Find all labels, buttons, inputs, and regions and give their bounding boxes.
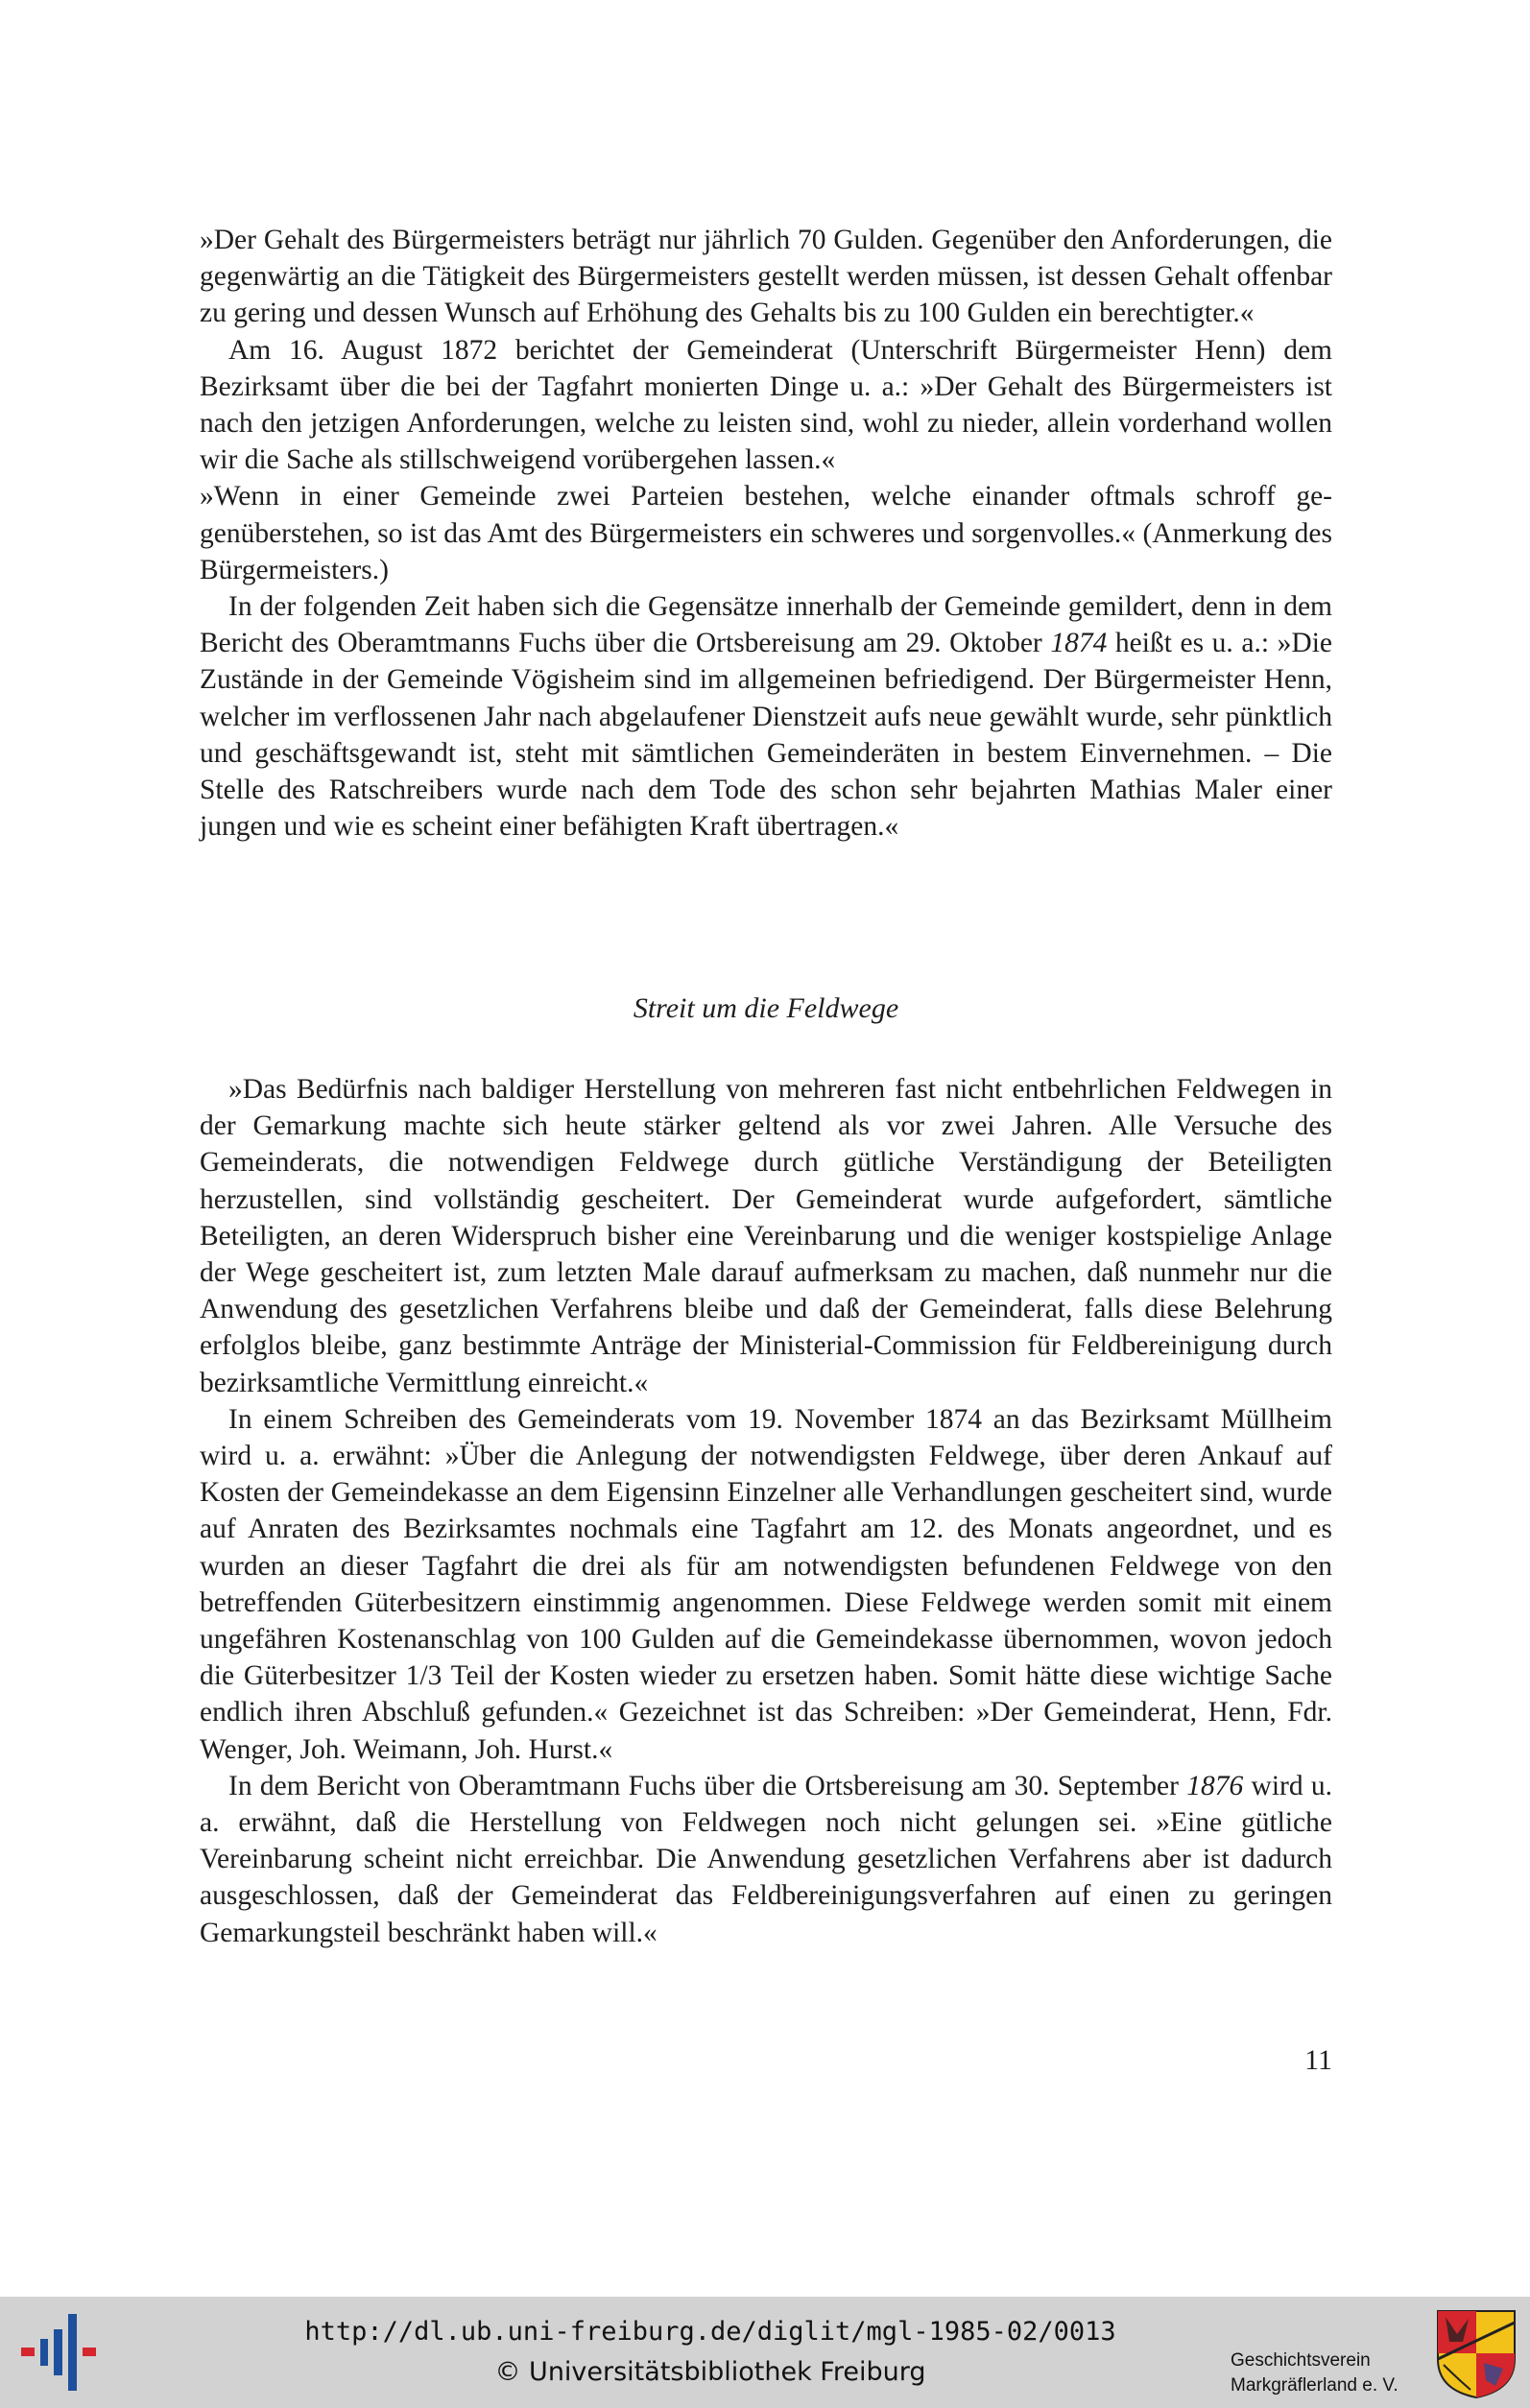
society-name [1231, 2348, 1442, 2398]
paragraph-report-1876 [200, 1768, 1332, 1951]
logo-bar-red-left [21, 2348, 35, 2356]
footer-url-link[interactable]: http://dl.ub.uni-freiburg.de/diglit/mgl-1985-02/0013 [304, 2317, 1116, 2347]
page-number: 11 [1304, 2044, 1332, 2076]
logo-bar-blue-2 [54, 2329, 62, 2375]
paragraph-following-time [200, 588, 1332, 845]
paragraph-following-time-part-1: In der folgenden Zeit haben sich die Gegensätze innerhalb der Gemeinde gemildert, denn in dem Bericht des Oberamtmanns Fuchs über die Ortsbereisung am 29. Oktober [200, 591, 1332, 659]
body-text-section-1 [200, 222, 1332, 845]
society-name-line-2: Markgräflerland e. V. [1231, 2375, 1399, 2396]
logo-bar-red-right [83, 2348, 96, 2356]
university-library-logo-icon[interactable] [21, 2314, 98, 2391]
footer-bar [0, 2297, 1530, 2408]
logo-bar-blue-1 [40, 2339, 48, 2366]
paragraph-following-time-part-2: heißt es u. a.: »Die Zustände in der Gemeinde Vögisheim sind im allgemeinen befriedigend. Der Bürgermeister Henn, welcher im verflossenen Jahr nach abgelaufener Dienstzeit aufs neue gewählt wurde, sehr pünktlich und geschäftsgewandt ist, steht mit sämtlichen Gemeinderäten in bestem Einvernehmen. – Die Stelle des Ratschreibers wurde nach dem Tode des schon sehr bejahrten Mathias Maler einer jungen und wie es scheint einer befähigten Kraft übertragen.« [200, 628, 1332, 843]
coat-of-arms-icon[interactable] [1436, 2309, 1517, 2399]
paragraph-report-1876-part-2: wird u. a. erwähnt, daß die Herstellung von Feldwegen noch nicht gelungen sei. »Eine gütliche Vereinbarung scheint nicht erreichbar. Die Anwendung gesetzlichen Verfahrens aber ist dadurch ausgeschlossen, daß der Gemeinderat das Feldbereinigungsverfahren auf einen zu geringen Gemarkungsteil beschränkt haben will.« [200, 1770, 1333, 1948]
year-1876: 1876 [1186, 1770, 1244, 1801]
society-name-line-1: Geschichtsverein [1231, 2350, 1371, 2371]
paragraph-two-parties: »Wenn in einer Gemeinde zwei Parteien bestehen, welche einander oftmals schroff gegenüberstehen, so ist das Amt des Bürgermeisters ein schweres und sorgenvolles.« (Anmerkung des Bürgermeisters.) [200, 481, 1332, 585]
paragraph-need-for-roads: »Das Bedürfnis nach baldiger Herstellung von mehreren fast nicht entbehrlichen Feldwegen in der Gemarkung machte sich heute stärker geltend als vor zwei Jahren. Alle Versuche des Gemeinderats, die notwendigen Feldwege durch gütliche Verständigung der Beteiligten herzustellen, sind vollständig gescheitert. Der Gemeinderat wurde aufgefordert, sämtliche Beteiligten, an deren Widerspruch bisher eine Vereinbarung und die weniger kostspielige Anlage der Wege gescheitert ist, zum letzten Male darauf aufmerksam zu machen, daß nunmehr nur die Anwendung des gesetzlichen Verfahrens bleibe und daß der Gemeinderat, falls diese Belehrung erfolglos bleibe, ganz bestimmte Anträge der Ministerial-Commission für Feldbereinigung durch bezirksamtliche Vermittlung einreicht.« [200, 1074, 1332, 1398]
paragraph-letter-november-1874: In einem Schreiben des Gemeinderats vom 19. November 1874 an das Bezirksamt Müllheim wird u. a. erwähnt: »Über die Anlegung der notwendigsten Feldwege, über deren Ankauf auf Kosten der Gemeindekasse an dem Eigensinn Einzelner alle Verhandlungen gescheitert sind, wurde auf Anraten des Bezirksamtes nochmals eine Tagfahrt am 12. des Monats angeordnet, und es wurden an dieser Tagfahrt die drei als für am notwendigsten befundenen Feldwege von den betreffenden Güterbesitzern einstimmig angenommen. Diese Feldwege werden somit mit einem ungefähren Kostenanschlag von 100 Gulden auf die Gemeindekasse übernommen, wovon jedoch die Güterbesitzer 1/3 Teil der Kosten wieder zu ersetzen haben. Somit hätte diese wichtige Sache endlich ihren Abschluß gefunden.« Gezeichnet ist das Schreiben: »Der Gemeinderat, Henn, Fdr. Wenger, Joh. Weimann, Joh. Hurst.« [200, 1403, 1332, 1765]
footer-copyright: © Universitätsbibliothek Freiburg [494, 2357, 926, 2387]
body-text-section-2 [200, 1071, 1332, 1951]
paragraph-report-1876-part-1: In dem Bericht von Oberamtmann Fuchs über die Ortsbereisung am 30. September [228, 1770, 1187, 1801]
paragraph-quote-salary: »Der Gehalt des Bürgermeisters beträgt nur jährlich 70 Gulden. Gegenüber den Anforderungen, die gegenwärtig an die Tätigkeit des Bürgermeisters gestellt werden müssen, ist dessen Gehalt offenbar zu gering und dessen Wunsch auf Erhöhung des Gehalts bis zu 100 Gulden ein berechtigter.« [200, 225, 1332, 329]
section-heading: Streit um die Feldwege [633, 992, 899, 1024]
year-1874: 1874 [1050, 628, 1108, 659]
logo-bar-blue-3 [68, 2314, 77, 2391]
paragraph-august-1872: Am 16. August 1872 berichtet der Gemeinderat (Unterschrift Bürgermeister Henn) dem Bezirksamt über die bei der Tagfahrt monierten Dinge u. a.: »Der Gehalt des Bürgermeisters ist nach den jetzigen Anforderungen, welche zu leisten sind, wohl zu nieder, allein vorderhand wollen wir die Sache als stillschweigend vorübergehen lassen.« [200, 334, 1332, 476]
